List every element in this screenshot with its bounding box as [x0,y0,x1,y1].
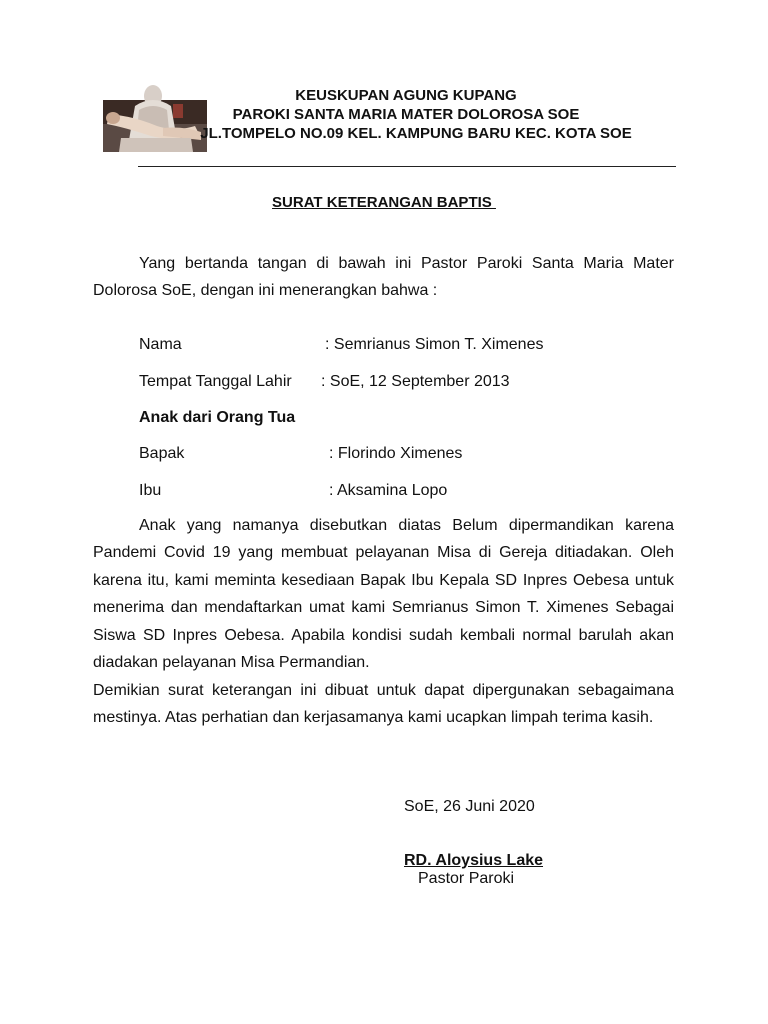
header-diocese: KEUSKUPAN AGUNG KUPANG [295,87,517,104]
field-ibu [139,481,448,501]
field-ibu-value: : Aksamina Lopo [329,482,448,499]
signature-place-date: SoE, 26 Juni 2020 [404,798,535,815]
header-parish: PAROKI SANTA MARIA MATER DOLOROSA SOE [232,106,580,123]
field-ttl-label: Tempat Tanggal Lahir [139,373,292,390]
closing-paragraph: Demikian surat keterangan ini dibuat untuk dapat dipergunakan sebagaimana mestinya. Atas perhatian dan kerjasamanya kami ucapkan limpah terima kasih. [93,682,674,727]
signer-name: RD. Aloysius Lake [404,852,544,869]
body-paragraph: Anak yang namanya disebutkan diatas Belum dipermandikan karena Pandemi Covid 19 yang membuat pelayanan Misa di Gereja ditiadakan. Oleh karena itu, kami meminta kesediaan Bapak Ibu Kepala SD Inpres Oebesa untuk menerima dan mendaftarkan umat kami Semrianus Simon T. Ximenes Sebagai Siswa SD Inpres Oebesa. Apabila kondisi sudah kembali normal barulah akan diadakan pelayanan Misa Permandian. [93,517,674,672]
parents-heading: Anak dari Orang Tua [139,409,296,426]
field-ttl-value: : SoE, 12 September 2013 [321,373,510,390]
field-nama-value: : Semrianus Simon T. Ximenes [325,336,544,353]
header-address: JL.TOMPELO NO.09 KEL. KAMPUNG BARU KEC. KOTA SOE [200,125,632,142]
field-ibu-label: Ibu [139,482,162,499]
field-nama-label: Nama [139,336,182,353]
signer-role: Pastor Paroki [418,870,515,887]
header-divider [138,166,676,167]
field-nama [139,335,544,355]
field-bapak-value: : Florindo Ximenes [329,445,463,462]
document-title: SURAT KETERANGAN BAPTIS [272,194,496,211]
field-tempat-tanggal-lahir [139,372,510,392]
intro-paragraph: Yang bertanda tangan di bawah ini Pastor Paroki Santa Maria Mater Dolorosa SoE, dengan ini menerangkan bahwa : [93,255,674,300]
field-bapak-label: Bapak [139,445,185,462]
field-bapak [139,444,463,464]
